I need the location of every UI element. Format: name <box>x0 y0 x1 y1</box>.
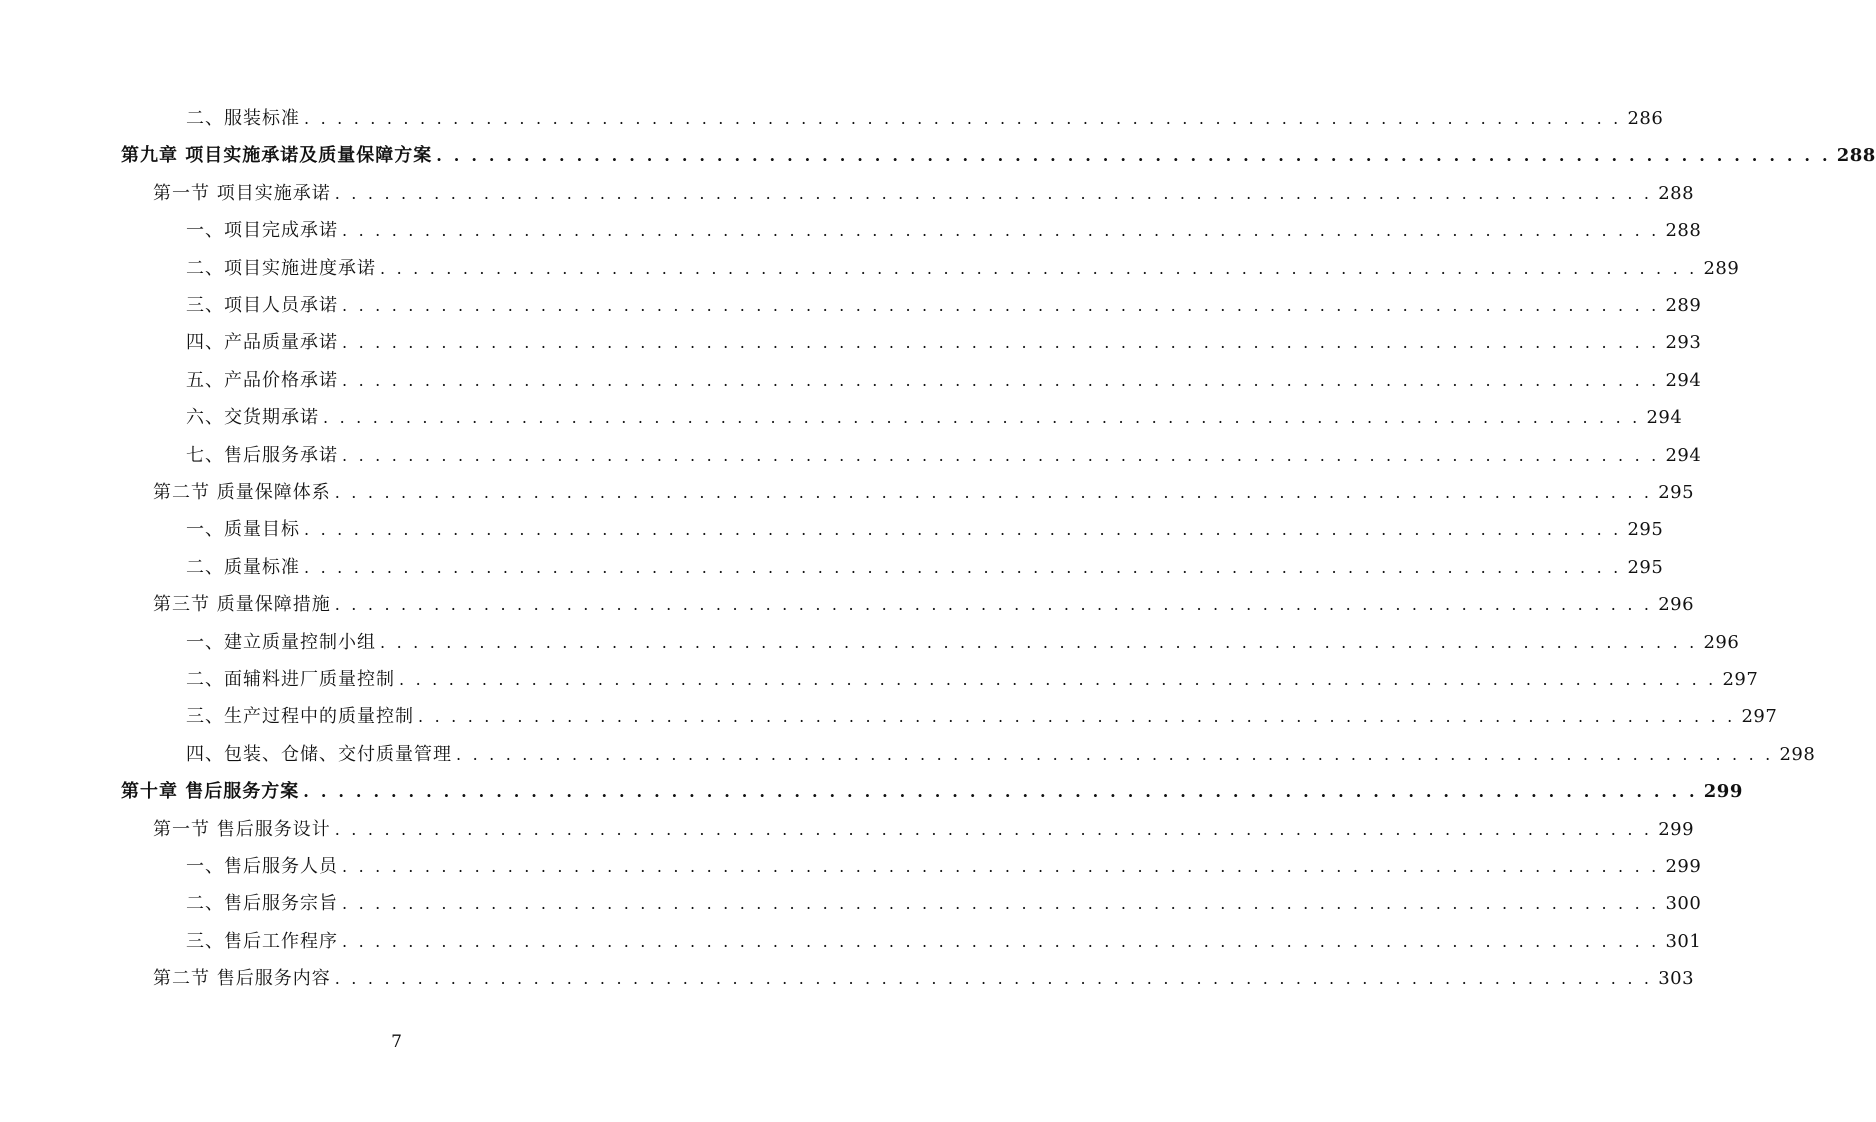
toc-entry-item[interactable] <box>186 438 1702 474</box>
toc-entry-chapter[interactable] <box>121 138 1876 174</box>
toc-entry-page-number: 300 <box>1665 893 1702 915</box>
toc-entry-title: 一、建立质量控制小组 <box>186 631 376 653</box>
toc-entry-page-number: 289 <box>1703 257 1740 279</box>
toc-dot-leader: . . . . . . . . . . . . . . . . . . . . . . . . . . . . . . . . . . . . . . . . . . . . . . . . . . . . . . . . . . . . . . . . . . . . . . . . . . . . . . . . <box>342 333 1660 353</box>
toc-entry-item[interactable] <box>186 625 1740 661</box>
toc-dot-leader: . . . . . . . . . . . . . . . . . . . . . . . . . . . . . . . . . . . . . . . . . . . . . . . . . . . . . . . . . . . . . . . . . . . . . . . . . . . . . . . . <box>456 744 1774 764</box>
toc-entry-page-number: 288 <box>1658 182 1695 204</box>
toc-entry-title: 第九章 项目实施承诺及质量保障方案 <box>121 145 433 167</box>
toc-entry-item[interactable] <box>186 662 1759 698</box>
toc-entry-page-number: 298 <box>1779 743 1816 765</box>
toc-entry-title: 七、售后服务承诺 <box>186 444 338 466</box>
toc-entry-section[interactable] <box>153 812 1695 848</box>
toc-entry-page-number: 299 <box>1703 781 1743 803</box>
toc-entry-page-number: 303 <box>1658 968 1695 990</box>
toc-entry-page-number: 293 <box>1665 332 1702 354</box>
toc-entry-item[interactable] <box>186 849 1702 885</box>
toc-dot-leader: . . . . . . . . . . . . . . . . . . . . . . . . . . . . . . . . . . . . . . . . . . . . . . . . . . . . . . . . . . . . . . . . . . . . . . . . . . . . . . . . <box>380 632 1698 652</box>
toc-entry-item[interactable] <box>186 400 1683 436</box>
toc-entry-item[interactable] <box>186 101 1664 137</box>
toc-entry-title: 五、产品价格承诺 <box>186 369 338 391</box>
toc-entry-page-number: 289 <box>1665 295 1702 316</box>
toc-entry-title: 二、面辅料进厂质量控制 <box>186 669 395 690</box>
toc-entry-page-number: 294 <box>1646 407 1683 429</box>
toc-dot-leader: . . . . . . . . . . . . . . . . . . . . . . . . . . . . . . . . . . . . . . . . . . . . . . . . . . . . . . . . . . . . . . . . . . . . . . . . . . . . . . . . <box>334 483 1653 502</box>
toc-entry-title: 第一节 项目实施承诺 <box>153 182 331 204</box>
toc-entry-title: 三、项目人员承诺 <box>186 295 338 316</box>
toc-entry-title: 一、质量目标 <box>186 519 300 541</box>
toc-entry-section[interactable] <box>153 176 1695 212</box>
toc-entry-chapter[interactable] <box>121 774 1743 810</box>
toc-entry-page-number: 297 <box>1722 669 1759 690</box>
toc-entry-title: 一、项目完成承诺 <box>186 220 338 242</box>
toc-dot-leader: . . . . . . . . . . . . . . . . . . . . . . . . . . . . . . . . . . . . . . . . . . . . . . . . . . . . . . . . . . . . . . . . . . . . . . . . . . . . . . . . <box>304 557 1622 577</box>
toc-entry-item[interactable] <box>186 251 1740 287</box>
toc-entry-page-number: 296 <box>1658 594 1695 616</box>
toc-entry-item[interactable] <box>186 699 1778 735</box>
toc-entry-item[interactable] <box>186 550 1664 586</box>
toc-dot-leader: . . . . . . . . . . . . . . . . . . . . . . . . . . . . . . . . . . . . . . . . . . . . . . . . . . . . . . . . . . . . . . . . . . . . . . . . . . . . . . . . <box>380 258 1698 278</box>
toc-entry-title: 第十章 售后服务方案 <box>121 781 300 803</box>
toc-entry-page-number: 294 <box>1665 444 1702 466</box>
toc-dot-leader: . . . . . . . . . . . . . . . . . . . . . . . . . . . . . . . . . . . . . . . . . . . . . . . . . . . . . . . . . . . . . . . . . . . . . . . . . . . . . . . . <box>342 445 1660 465</box>
toc-entry-page-number: 296 <box>1703 631 1740 653</box>
toc-entry-page-number: 286 <box>1627 108 1664 129</box>
toc-entry-item[interactable] <box>186 512 1664 548</box>
toc-entry-title: 二、售后服务宗旨 <box>186 893 338 915</box>
toc-entry-section[interactable] <box>153 961 1695 997</box>
toc-entry-item[interactable] <box>186 325 1702 361</box>
toc-dot-leader: . . . . . . . . . . . . . . . . . . . . . . . . . . . . . . . . . . . . . . . . . . . . . . . . . . . . . . . . . . . . . . . . . . . . . . . . . . . . . . . . <box>334 595 1653 615</box>
toc-entry-title: 二、服装标准 <box>186 108 300 129</box>
toc-entry-title: 第一节 售后服务设计 <box>153 818 331 840</box>
toc-entry-page-number: 299 <box>1665 856 1702 877</box>
toc-entry-title: 三、生产过程中的质量控制 <box>186 706 414 728</box>
toc-dot-leader: . . . . . . . . . . . . . . . . . . . . . . . . . . . . . . . . . . . . . . . . . . . . . . . . . . . . . . . . . . . . . . . . . . . . . . . . . . . . . . . . <box>304 520 1622 540</box>
page-number: 7 <box>391 1032 402 1052</box>
toc-entry-page-number: 297 <box>1741 706 1778 728</box>
toc-entry-item[interactable] <box>186 924 1702 960</box>
toc-dot-leader: . . . . . . . . . . . . . . . . . . . . . . . . . . . . . . . . . . . . . . . . . . . . . . . . . . . . . . . . . . . . . . . . . . . . . . . . . . . . . . . . <box>342 931 1660 951</box>
toc-dot-leader: . . . . . . . . . . . . . . . . . . . . . . . . . . . . . . . . . . . . . . . . . . . . . . . . . . . . . . . . . . . . . . . . . . . . . . . . . . . . . . . . <box>334 183 1653 203</box>
toc-dot-leader: . . . . . . . . . . . . . . . . . . . . . . . . . . . . . . . . . . . . . . . . . . . . . . . . . . . . . . . . . . . . . . . . . . . . . . . . . . . . . . . . <box>399 670 1717 689</box>
toc-dot-leader: . . . . . . . . . . . . . . . . . . . . . . . . . . . . . . . . . . . . . . . . . . . . . . . . . . . . . . . . . . . . . . . . . . . . . . . . . . . . . . . . <box>334 819 1653 839</box>
toc-entry-page-number: 294 <box>1665 369 1702 391</box>
toc-dot-leader: . . . . . . . . . . . . . . . . . . . . . . . . . . . . . . . . . . . . . . . . . . . . . . . . . . . . . . . . . . . . . . . . . . . . . . . . . . . . . . . . <box>342 370 1660 390</box>
toc-entry-page-number: 295 <box>1627 556 1664 578</box>
toc-entry-section[interactable] <box>153 587 1695 623</box>
toc-entry-title: 一、售后服务人员 <box>186 856 338 877</box>
toc-entry-title: 四、产品质量承诺 <box>186 332 338 354</box>
toc-dot-leader: . . . . . . . . . . . . . . . . . . . . . . . . . . . . . . . . . . . . . . . . . . . . . . . . . . . . . . . . . . . . . . . . . . . . . . . . . . . . . . . . <box>342 894 1660 914</box>
toc-entry-title: 二、项目实施进度承诺 <box>186 257 376 279</box>
toc-entry-page-number: 288 <box>1836 145 1876 167</box>
toc-dot-leader: . . . . . . . . . . . . . . . . . . . . . . . . . . . . . . . . . . . . . . . . . . . . . . . . . . . . . . . . . . . . . . . . . . . . . . . . . . . . . . . . <box>436 146 1831 166</box>
toc-entry-title: 六、交货期承诺 <box>186 407 319 429</box>
toc-entry-page-number: 295 <box>1658 482 1695 503</box>
toc-entry-page-number: 301 <box>1665 930 1702 952</box>
toc-entry-title: 第三节 质量保障措施 <box>153 594 331 616</box>
toc-dot-leader: . . . . . . . . . . . . . . . . . . . . . . . . . . . . . . . . . . . . . . . . . . . . . . . . . . . . . . . . . . . . . . . . . . . . . . . . . . . . . . . . <box>334 969 1653 989</box>
toc-entry-title: 三、售后工作程序 <box>186 930 338 952</box>
toc-entry-section[interactable] <box>153 475 1695 511</box>
toc-entry-title: 第二节 售后服务内容 <box>153 968 331 990</box>
toc-entry-page-number: 288 <box>1665 220 1702 242</box>
toc-dot-leader: . . . . . . . . . . . . . . . . . . . . . . . . . . . . . . . . . . . . . . . . . . . . . . . . . . . . . . . . . . . . . . . . . . . . . . . . . . . . . . . . <box>342 857 1660 876</box>
toc-dot-leader: . . . . . . . . . . . . . . . . . . . . . . . . . . . . . . . . . . . . . . . . . . . . . . . . . . . . . . . . . . . . . . . . . . . . . . . . . . . . . . . . <box>418 707 1736 727</box>
toc-entry-page-number: 295 <box>1627 519 1664 541</box>
toc-entry-title: 第二节 质量保障体系 <box>153 482 331 503</box>
toc-entry-item[interactable] <box>186 213 1702 249</box>
toc-entry-item[interactable] <box>186 886 1702 922</box>
toc-entry-item[interactable] <box>186 288 1702 324</box>
toc-entry-title: 四、包装、仓储、交付质量管理 <box>186 743 452 765</box>
toc-dot-leader: . . . . . . . . . . . . . . . . . . . . . . . . . . . . . . . . . . . . . . . . . . . . . . . . . . . . . . . . . . . . . . . . . . . . . . . . . . . . . . . . <box>342 221 1660 241</box>
toc-dot-leader: . . . . . . . . . . . . . . . . . . . . . . . . . . . . . . . . . . . . . . . . . . . . . . . . . . . . . . . . . . . . . . . . . . . . . . . . . . . . . . . . <box>342 296 1660 315</box>
toc-dot-leader: . . . . . . . . . . . . . . . . . . . . . . . . . . . . . . . . . . . . . . . . . . . . . . . . . . . . . . . . . . . . . . . . . . . . . . . . . . . . . . . . <box>304 109 1622 128</box>
toc-entry-item[interactable] <box>186 737 1816 773</box>
toc-dot-leader: . . . . . . . . . . . . . . . . . . . . . . . . . . . . . . . . . . . . . . . . . . . . . . . . . . . . . . . . . . . . . . . . . . . . . . . . . . . . . . . . <box>303 782 1698 802</box>
toc-entry-item[interactable] <box>186 363 1702 399</box>
toc-dot-leader: . . . . . . . . . . . . . . . . . . . . . . . . . . . . . . . . . . . . . . . . . . . . . . . . . . . . . . . . . . . . . . . . . . . . . . . . . . . . . . . . <box>323 408 1641 428</box>
toc-entry-page-number: 299 <box>1658 818 1695 840</box>
toc-entry-title: 二、质量标准 <box>186 556 300 578</box>
